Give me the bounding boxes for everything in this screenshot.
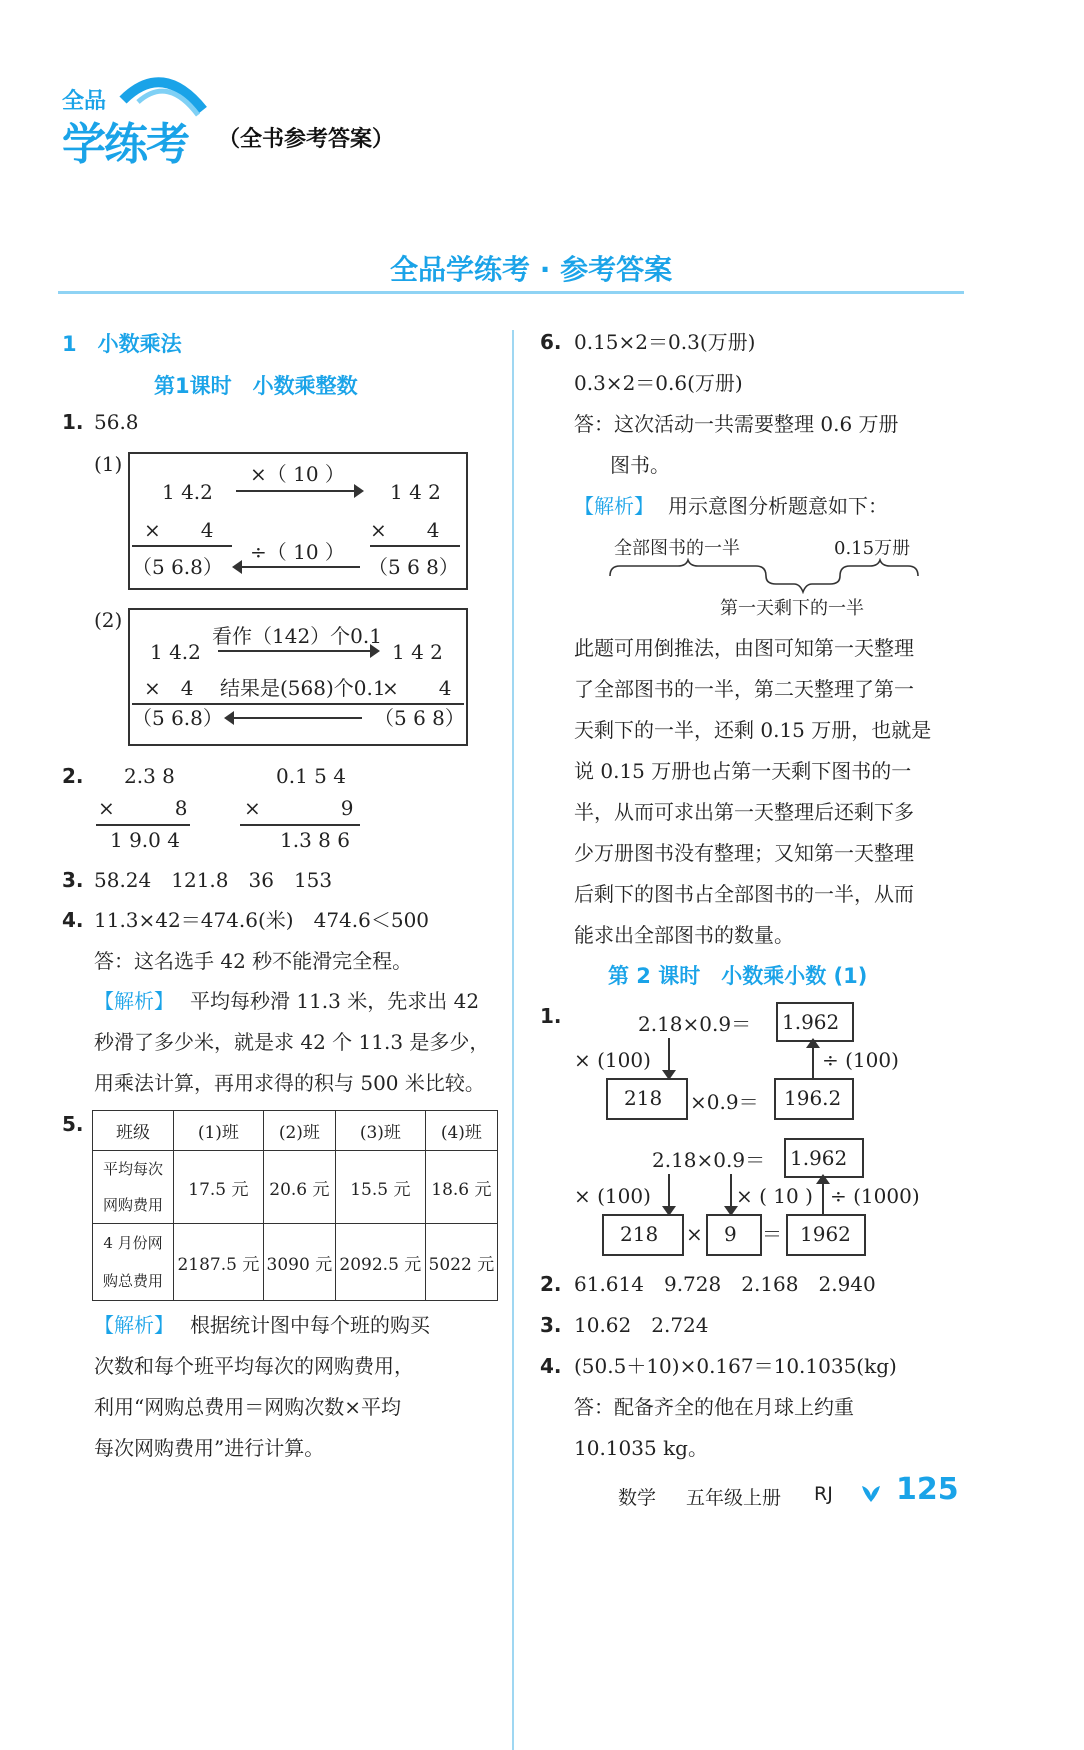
q4-line2: 答：这名选手 42 秒不能滑完全程。 [94,949,413,973]
table-header-cell: (3)班 [335,1111,425,1151]
r4-line2: 答：配备齐全的他在月球上约重 [574,1395,854,1419]
diagram1-right-rule [370,545,460,547]
footer-subject: 数学 [618,1487,657,1509]
q5-number: 5. [62,1112,84,1136]
r1b-arrow-down-1 [668,1174,670,1210]
q2-b-result: 1.3 8 6 [280,828,350,852]
r1a-middle: ×0.9＝ [690,1090,759,1114]
table-header-cell: (1)班 [174,1111,264,1151]
r1b-box3-value: 1962 [800,1222,851,1246]
q6-analysis-tag: 【解析】 [574,494,654,518]
brand-small: 全品 [62,89,107,114]
q6-analysis-intro: 用示意图分析题意如下： [668,494,888,518]
diagram1-left-result: （5 6.8） [132,555,223,579]
r1b-arrow-down-2 [730,1174,732,1210]
diagram2-rule [132,703,464,705]
r1b-box2-value: 9 [724,1222,737,1246]
q4-line1: 11.3×42＝474.6(米) 474.6＜500 [94,908,430,932]
q1-answer: 56.8 [94,410,139,434]
q4-analysis-tag: 【解析】 [94,989,174,1013]
table-row-label: 4 月份网 购总费用 [93,1224,174,1301]
q2-b-mul: × 9 [244,796,354,820]
q6-para-line2: 了全部图书的一半，第二天整理了第一 [574,677,914,701]
r4-number: 4. [540,1354,562,1378]
r4-line1: (50.5＋10)×0.167＝10.1035(kg) [574,1354,897,1378]
r2-number: 2. [540,1272,562,1296]
diagram2-left-mul: × 4 [144,676,194,700]
leaf-icon [860,1484,882,1504]
diagram2-top-op: 看作（142）个0.1 [212,624,382,648]
r1b-equals: ＝ [762,1222,782,1246]
q4-analysis-line2: 秒滑了多少米，就是求 42 个 11.3 是多少， [94,1030,490,1054]
diagram1-top-op: ×（ 10 ） [250,462,345,486]
diagram1-left-rule [132,545,232,547]
r1a-box2-value: 196.2 [784,1086,842,1110]
q6-line4: 图书。 [610,453,670,477]
q6-para-line7: 后剩下的图书占全部图书的一半，从而 [574,882,914,906]
r1a-right-op: ÷ (100) [822,1048,899,1072]
diagram1-right-number: 1 4 2 [390,480,441,504]
q6-para-line5: 半，从而可求出第一天整理后还剩下多 [574,800,914,824]
q3-answer: 58.24 121.8 36 153 [94,868,333,892]
diagram1-arrow-left [240,566,360,568]
q5-analysis-line1: 根据统计图中每个班的购买 [190,1313,430,1337]
q4-analysis-line1: 平均每秒滑 11.3 米，先求出 42 [190,989,480,1013]
table-cell: 3090 元 [263,1224,335,1301]
table-cell: 18.6 元 [425,1151,497,1224]
q2-a-result: 1 9.0 4 [110,828,180,852]
r1b-expression: 2.18×0.9＝ [652,1148,766,1172]
q2-b-top: 0.1 5 4 [276,764,346,788]
r3-answer: 10.62 2.724 [574,1313,709,1337]
arrow-right-icon [354,484,364,498]
q1-number: 1. [62,410,84,434]
q4-analysis-line3: 用乘法计算，再用求得的积与 500 米比较。 [94,1071,485,1095]
q3-number: 3. [62,868,84,892]
q5-analysis-line2: 次数和每个班平均每次的网购费用， [94,1354,414,1378]
q5-table [92,1110,498,1301]
r4-line3: 10.1035 kg。 [574,1436,708,1460]
diagram1-right-mul: × 4 [370,518,440,542]
q6-para-line4: 说 0.15 万册也占第一天剩下图书的一 [574,759,912,783]
q6-para-line8: 能求出全部图书的数量。 [574,923,794,947]
r1a-arrow-up [812,1046,814,1078]
q4-number: 4. [62,908,84,932]
r1-number: 1. [540,1004,562,1028]
q6-number: 6. [540,330,562,354]
column-divider [512,330,514,1750]
arrow-left-icon [224,711,234,725]
r1b-result: 1.962 [790,1146,848,1170]
table-cell: 15.5 元 [335,1151,425,1224]
page-title: 全品学练考 · 参考答案 [390,253,673,286]
diagram2-right-mul: × 4 [382,676,452,700]
table-row [93,1151,498,1224]
diagram1-bottom-op: ÷（ 10 ） [250,540,345,564]
r1a-left-op: × (100) [574,1048,651,1072]
q5-analysis-line4: 每次网购费用”进行计算。 [94,1436,325,1460]
lesson-heading: 第1课时 小数乘整数 [154,374,358,398]
diagram2-right-number: 1 4 2 [392,640,443,664]
q6-para-line3: 天剩下的一半，还剩 0.15 万册，也就是 [574,718,932,742]
q2-number: 2. [62,764,84,788]
r1a-arrow-down [668,1038,670,1074]
q2-a-top: 2.3 8 [124,764,175,788]
brace-label-left: 全部图书的一半 [614,538,740,559]
page-number: 125 [896,1472,959,1507]
table-header-cell: (4)班 [425,1111,497,1151]
diagram2-arrow-right [218,650,372,652]
q5-analysis-tag: 【解析】 [94,1313,174,1337]
q2-a-rule [96,824,190,826]
r1b-right-op: ÷ (1000) [830,1184,920,1208]
q2-a-mul: × 8 [98,796,188,820]
q6-para-line6: 少万册图书没有整理；又知第一天整理 [574,841,914,865]
r1a-result: 1.962 [782,1010,840,1034]
r2-answer: 61.614 9.728 2.168 2.940 [574,1272,876,1296]
footer-grade: 五年级上册 [686,1487,782,1509]
q6-line1: 0.15×2＝0.3(万册) [574,330,756,354]
diagram2-label: (2) [94,608,123,632]
r1b-times: × [686,1222,703,1246]
diagram2-arrow-left [232,717,362,719]
r1a-expression: 2.18×0.9＝ [638,1012,752,1036]
r1b-middle-op: × ( 10 ) [736,1184,813,1208]
q5-analysis-line3: 利用“网购总费用＝网购次数×平均 [94,1395,401,1419]
brand-subtitle: （全书参考答案） [218,127,395,152]
arrow-up-icon [806,1038,820,1048]
q2-b-rule [240,824,360,826]
table-row [93,1224,498,1301]
q6-line3: 答：这次活动一共需要整理 0.6 万册 [574,412,899,436]
diagram1-left-mul: × 4 [144,518,214,542]
brand-big: 学练考 [62,119,188,170]
diagram2-bottom-op: 结果是(568)个0.1 [220,676,386,700]
table-header-cell: 班级 [93,1111,174,1151]
r1b-left-op: × (100) [574,1184,651,1208]
diagram2-left-result: （5 6.8） [132,706,223,730]
diagram1-arrow-right [236,490,356,492]
arrow-left-icon [232,560,242,574]
brace-label-bottom: 第一天剩下的一半 [720,598,864,619]
brace-diagram [608,558,922,594]
table-row-label: 平均每次 网购费用 [93,1151,174,1224]
arrow-up-icon [816,1174,830,1184]
r1b-arrow-up [822,1182,824,1214]
unit-heading: 1 小数乘法 [62,332,182,356]
footer-edition: RJ [814,1483,833,1505]
r1a-box1-value: 218 [624,1086,663,1110]
arrow-right-icon [370,644,380,658]
r3-number: 3. [540,1313,562,1337]
table-cell: 2092.5 元 [335,1224,425,1301]
diagram2-right-result: （5 6 8） [374,706,465,730]
table-cell: 17.5 元 [174,1151,264,1224]
r1b-box1-value: 218 [620,1222,659,1246]
q6-para-line1: 此题可用倒推法，由图可知第一天整理 [574,636,914,660]
diagram1-left-number: 1 4.2 [162,480,213,504]
q6-line2: 0.3×2＝0.6(万册) [574,371,743,395]
title-divider [58,291,964,294]
table-header-cell: (2)班 [263,1111,335,1151]
diagram1-right-result: （5 6 8） [368,555,459,579]
diagram2-left-number: 1 4.2 [150,640,201,664]
diagram1-label: (1) [94,452,123,476]
lesson-heading-2: 第 2 课时 小数乘小数 (1) [608,964,868,988]
table-cell: 2187.5 元 [174,1224,264,1301]
brace-label-right: 0.15万册 [834,538,911,559]
table-cell: 20.6 元 [263,1151,335,1224]
table-cell: 5022 元 [425,1224,497,1301]
